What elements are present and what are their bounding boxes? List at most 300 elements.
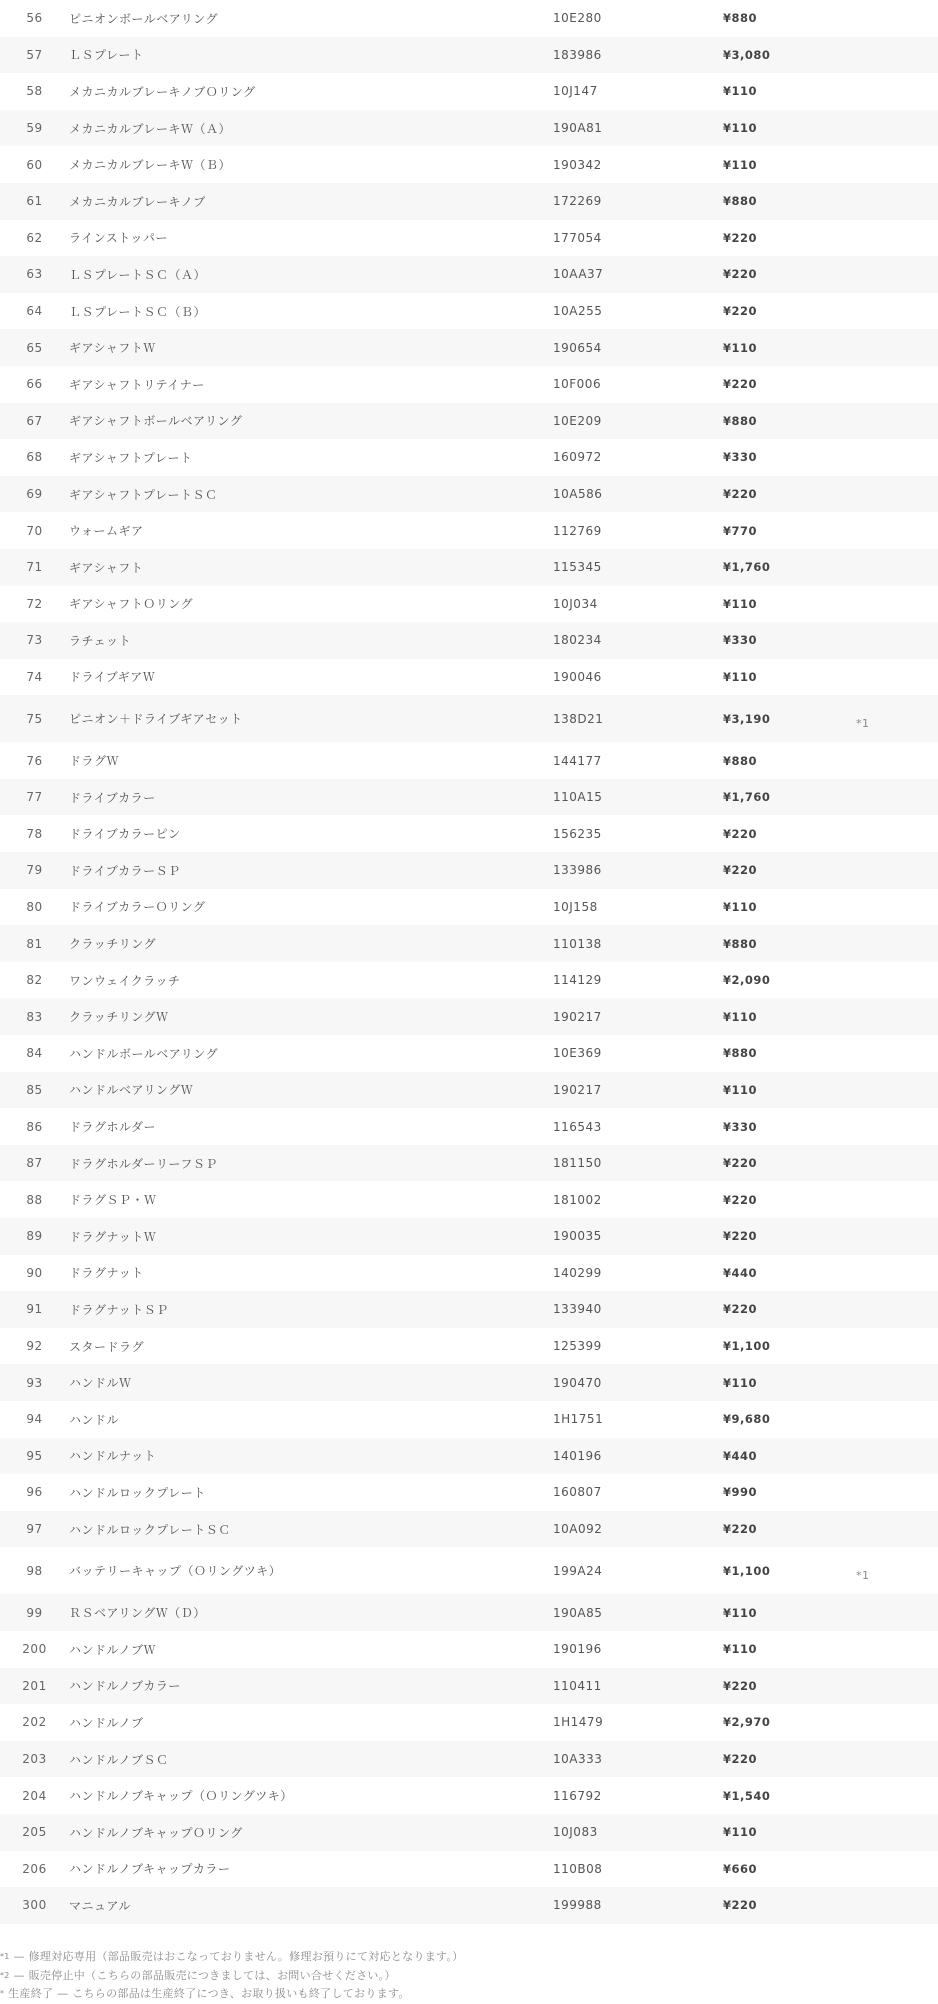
part-number: 81	[26, 936, 43, 951]
part-name: メカニカルブレーキノブ	[69, 194, 206, 209]
part-name-cell	[69, 549, 553, 586]
part-note-cell	[836, 1255, 938, 1292]
part-price: ¥110	[723, 1642, 758, 1657]
part-code-cell	[553, 1218, 723, 1255]
part-number-cell	[0, 742, 69, 779]
table-row	[0, 1218, 938, 1255]
part-name: ピニオン＋ドライブギアセット	[69, 712, 243, 727]
part-code-cell	[553, 110, 723, 147]
footnote-1	[0, 1948, 464, 1967]
part-code-cell	[553, 586, 723, 623]
part-number-cell	[0, 962, 69, 999]
part-note-cell	[836, 439, 938, 476]
part-code: 190046	[553, 669, 602, 684]
part-name-cell	[69, 1328, 553, 1365]
part-number-cell	[0, 1631, 69, 1668]
part-name: ハンドルロックプレート	[69, 1485, 206, 1500]
part-code-cell	[553, 1145, 723, 1182]
part-code: 10A255	[553, 304, 603, 319]
part-name-cell	[69, 1364, 553, 1401]
part-name: ギアシャフトリテイナー	[69, 377, 205, 392]
part-number: 90	[26, 1265, 43, 1280]
part-number-cell	[0, 1035, 69, 1072]
part-price-cell	[723, 220, 836, 257]
part-code-cell	[553, 1072, 723, 1109]
part-name-cell	[69, 146, 553, 183]
part-name-cell	[69, 1668, 553, 1705]
part-price-cell	[723, 37, 836, 74]
table-row	[0, 815, 938, 852]
part-name-cell	[69, 1814, 553, 1851]
part-number-cell	[0, 1108, 69, 1145]
part-code: 10F006	[553, 377, 602, 392]
part-number-cell	[0, 146, 69, 183]
part-number-cell	[0, 1072, 69, 1109]
part-price: ¥1,760	[723, 790, 771, 805]
part-price-cell	[723, 889, 836, 926]
part-name: ドラグＷ	[69, 754, 120, 769]
part-note-cell	[836, 220, 938, 257]
part-name: ギアシャフトＷ	[69, 341, 156, 356]
part-name-cell	[69, 1218, 553, 1255]
part-number: 74	[26, 669, 43, 684]
part-note-cell	[836, 476, 938, 513]
part-note-cell	[836, 1474, 938, 1511]
footnote-mark: *1	[0, 1952, 10, 1961]
part-number: 300	[22, 1898, 47, 1913]
part-price: ¥110	[723, 1082, 758, 1097]
part-name: クラッチリング	[69, 937, 157, 952]
part-number-cell	[0, 622, 69, 659]
part-name: ハンドルノブカラー	[69, 1679, 181, 1694]
part-number: 79	[26, 863, 43, 878]
part-name: ドラグナット	[69, 1266, 144, 1281]
part-code-cell	[553, 1035, 723, 1072]
part-number: 80	[26, 899, 43, 914]
part-price-cell	[723, 1364, 836, 1401]
part-price-cell	[723, 73, 836, 110]
part-name: メカニカルブレーキＷ（Ｂ）	[69, 158, 232, 173]
part-note-cell	[836, 622, 938, 659]
part-note-cell	[836, 329, 938, 366]
part-code: 140196	[553, 1448, 602, 1463]
part-price: ¥330	[723, 450, 758, 465]
part-number: 63	[26, 267, 43, 282]
footnotes	[0, 1948, 464, 2004]
part-code: 138D21	[553, 711, 604, 726]
part-price-cell	[723, 0, 836, 37]
part-price-cell	[723, 1291, 836, 1328]
part-number: 65	[26, 340, 43, 355]
part-name-cell	[69, 1741, 553, 1778]
part-name-cell	[69, 512, 553, 549]
table-row	[0, 925, 938, 962]
part-code: 190342	[553, 157, 602, 172]
part-name: ラチェット	[69, 633, 132, 648]
part-name-cell	[69, 476, 553, 513]
part-price: ¥330	[723, 1119, 758, 1134]
part-price: ¥3,080	[723, 47, 771, 62]
part-note-cell	[836, 659, 938, 696]
part-note-cell	[836, 1777, 938, 1814]
part-number-cell	[0, 1887, 69, 1924]
part-name: ハンドルノブＷ	[69, 1642, 157, 1657]
part-code: 10E280	[553, 11, 602, 26]
part-number: 69	[26, 487, 43, 502]
part-code-cell	[553, 403, 723, 440]
part-number: 58	[26, 84, 43, 99]
part-name-cell	[69, 1474, 553, 1511]
part-name-cell	[69, 0, 553, 37]
part-price-cell	[723, 1145, 836, 1182]
part-name: ドライブカラーピン	[69, 827, 181, 842]
part-code: 199A24	[553, 1563, 603, 1578]
part-price-cell	[723, 1108, 836, 1145]
part-code-cell	[553, 549, 723, 586]
table-row	[0, 1401, 938, 1438]
part-name: ワンウェイクラッチ	[69, 973, 181, 988]
part-name: メカニカルブレーキノブＯリング	[69, 84, 256, 99]
part-name-cell	[69, 742, 553, 779]
part-price-cell	[723, 476, 836, 513]
part-price: ¥110	[723, 340, 758, 355]
part-name: ピニオンボールベアリング	[69, 11, 219, 26]
part-code: 190196	[553, 1642, 602, 1657]
table-row	[0, 1631, 938, 1668]
part-code: 190654	[553, 340, 602, 355]
part-note-cell	[836, 1291, 938, 1328]
table-row	[0, 1777, 938, 1814]
part-number-cell	[0, 1438, 69, 1475]
part-code: 190A85	[553, 1605, 603, 1620]
part-code: 190217	[553, 1009, 602, 1024]
part-code: 183986	[553, 47, 602, 62]
footnote-text: — 販売停止中（こちらの部品販売につきましては、お問い合せください。）	[9, 1968, 396, 1982]
part-name-cell	[69, 1547, 553, 1594]
part-number-cell	[0, 512, 69, 549]
part-number: 59	[26, 121, 43, 136]
part-price: ¥220	[723, 1752, 758, 1767]
part-name: ハンドルナット	[69, 1449, 157, 1464]
part-code-cell	[553, 1704, 723, 1741]
part-price-cell	[723, 1704, 836, 1741]
part-note-cell	[836, 37, 938, 74]
table-row	[0, 742, 938, 779]
part-name-cell	[69, 1887, 553, 1924]
part-note-cell	[836, 779, 938, 816]
part-price: ¥220	[723, 826, 758, 841]
table-row	[0, 889, 938, 926]
part-number-cell	[0, 549, 69, 586]
part-number-cell	[0, 1328, 69, 1365]
part-code-cell	[553, 1511, 723, 1548]
part-code-cell	[553, 220, 723, 257]
part-name: ドライブカラーＯリング	[69, 900, 206, 915]
part-price-cell	[723, 962, 836, 999]
part-price-cell	[723, 1255, 836, 1292]
part-number-cell	[0, 1668, 69, 1705]
part-price: ¥3,190	[723, 711, 771, 726]
part-code-cell	[553, 1328, 723, 1365]
part-price-cell	[723, 1401, 836, 1438]
part-price: ¥110	[723, 84, 758, 99]
part-price-cell	[723, 439, 836, 476]
part-price: ¥110	[723, 669, 758, 684]
part-code: 1H1479	[553, 1715, 604, 1730]
part-number: 77	[26, 790, 43, 805]
part-code: 116792	[553, 1788, 602, 1803]
part-name: ドライブカラー	[69, 790, 156, 805]
part-note-cell	[836, 1438, 938, 1475]
part-note-cell	[836, 1631, 938, 1668]
table-row	[0, 1887, 938, 1924]
part-name-cell	[69, 256, 553, 293]
part-number: 57	[26, 47, 43, 62]
part-price-cell	[723, 925, 836, 962]
part-price-cell	[723, 779, 836, 816]
part-name-cell	[69, 1291, 553, 1328]
part-name-cell	[69, 1108, 553, 1145]
part-price: ¥440	[723, 1265, 758, 1280]
table-row	[0, 779, 938, 816]
part-note-cell	[836, 1887, 938, 1924]
part-number-cell	[0, 1777, 69, 1814]
part-price-cell	[723, 1072, 836, 1109]
table-row	[0, 622, 938, 659]
table-row	[0, 366, 938, 403]
part-code-cell	[553, 998, 723, 1035]
part-code-cell	[553, 1741, 723, 1778]
part-name-cell	[69, 1851, 553, 1888]
table-row	[0, 1035, 938, 1072]
part-name-cell	[69, 1401, 553, 1438]
part-note-cell	[836, 1035, 938, 1072]
part-note-cell	[836, 1145, 938, 1182]
part-note-cell	[836, 366, 938, 403]
part-name-cell	[69, 1631, 553, 1668]
part-note-cell	[836, 256, 938, 293]
part-price-cell	[723, 1777, 836, 1814]
table-row	[0, 998, 938, 1035]
part-number-cell	[0, 586, 69, 623]
part-code: 156235	[553, 826, 602, 841]
part-number-cell	[0, 1741, 69, 1778]
part-code-cell	[553, 742, 723, 779]
part-price-cell	[723, 622, 836, 659]
table-row	[0, 659, 938, 696]
table-row	[0, 1438, 938, 1475]
part-code: 144177	[553, 753, 602, 768]
part-price-cell	[723, 1814, 836, 1851]
part-number-cell	[0, 366, 69, 403]
part-number-cell	[0, 1255, 69, 1292]
part-number: 82	[26, 973, 43, 988]
part-number-cell	[0, 1547, 69, 1594]
part-price: ¥220	[723, 863, 758, 878]
part-code-cell	[553, 439, 723, 476]
part-code-cell	[553, 1547, 723, 1594]
part-code: 114129	[553, 973, 602, 988]
part-price-cell	[723, 1851, 836, 1888]
part-code-cell	[553, 815, 723, 852]
part-code: 133940	[553, 1302, 602, 1317]
part-number-cell	[0, 1181, 69, 1218]
part-code-cell	[553, 1255, 723, 1292]
part-note-cell	[836, 586, 938, 623]
part-number: 60	[26, 157, 43, 172]
part-name: ギアシャフトＯリング	[69, 597, 194, 612]
part-note-cell	[836, 512, 938, 549]
part-price-cell	[723, 1887, 836, 1924]
part-code: 110B08	[553, 1861, 603, 1876]
part-price: ¥110	[723, 121, 758, 136]
part-number: 201	[22, 1678, 47, 1693]
part-number-cell	[0, 403, 69, 440]
part-code-cell	[553, 1364, 723, 1401]
part-name: ドラグホルダーリーフＳＰ	[69, 1156, 218, 1171]
part-price-cell	[723, 1547, 836, 1594]
part-name-cell	[69, 1594, 553, 1631]
part-number: 92	[26, 1339, 43, 1354]
table-row	[0, 293, 938, 330]
part-number-cell	[0, 1594, 69, 1631]
table-row	[0, 110, 938, 147]
part-name-cell	[69, 220, 553, 257]
part-name: ハンドルベアリングＷ	[69, 1083, 194, 1098]
part-name: ＬＳプレート	[69, 48, 144, 63]
part-price: ¥220	[723, 1229, 758, 1244]
part-price: ¥2,090	[723, 973, 771, 988]
part-price: ¥880	[723, 1046, 758, 1061]
part-code: 181150	[553, 1156, 602, 1171]
part-name: バッテリーキャップ（Ｏリングツキ）	[69, 1564, 282, 1579]
part-code-cell	[553, 1291, 723, 1328]
part-name: ハンドルノブ	[69, 1715, 144, 1730]
part-name: ギアシャフトプレート	[69, 450, 193, 465]
part-number: 200	[22, 1642, 47, 1657]
part-name-cell	[69, 622, 553, 659]
part-price-cell	[723, 366, 836, 403]
part-number: 203	[22, 1752, 47, 1767]
part-number: 94	[26, 1412, 43, 1427]
part-price-cell	[723, 403, 836, 440]
part-name-cell	[69, 366, 553, 403]
part-price: ¥880	[723, 936, 758, 951]
part-name: ハンドルノブキャップカラー	[69, 1862, 231, 1877]
part-note-cell	[836, 815, 938, 852]
part-number-cell	[0, 889, 69, 926]
table-row	[0, 1668, 938, 1705]
table-row	[0, 962, 938, 999]
part-number: 68	[26, 450, 43, 465]
part-name-cell	[69, 962, 553, 999]
footnote-text: — 修理対応専用（部品販売はおこなっておりません。修理お預りにて対応となります。）	[9, 1950, 464, 1963]
part-code-cell	[553, 1108, 723, 1145]
part-price-cell	[723, 998, 836, 1035]
part-number: 56	[26, 11, 43, 26]
part-note-cell	[836, 925, 938, 962]
part-price: ¥330	[723, 633, 758, 648]
part-number-cell	[0, 695, 69, 742]
part-name-cell	[69, 110, 553, 147]
part-price-cell	[723, 329, 836, 366]
part-name: ドラグナットＷ	[69, 1229, 157, 1244]
part-number-cell	[0, 998, 69, 1035]
part-number: 96	[26, 1485, 43, 1500]
part-name-cell	[69, 1704, 553, 1741]
table-row	[0, 73, 938, 110]
part-price-cell	[723, 1474, 836, 1511]
part-price: ¥990	[723, 1485, 758, 1500]
part-code-cell	[553, 146, 723, 183]
part-price-cell	[723, 256, 836, 293]
part-note-cell	[836, 146, 938, 183]
part-number: 91	[26, 1302, 43, 1317]
part-number: 66	[26, 377, 43, 392]
part-name-cell	[69, 815, 553, 852]
table-row	[0, 1474, 938, 1511]
part-name-cell	[69, 889, 553, 926]
part-price: ¥110	[723, 1375, 758, 1390]
part-note-cell	[836, 183, 938, 220]
part-number-cell	[0, 815, 69, 852]
part-code: 110A15	[553, 790, 603, 805]
part-number: 78	[26, 826, 43, 841]
part-number: 205	[22, 1825, 47, 1840]
part-code-cell	[553, 1594, 723, 1631]
part-number-cell	[0, 659, 69, 696]
part-note-cell	[836, 889, 938, 926]
table-row	[0, 512, 938, 549]
part-code-cell	[553, 852, 723, 889]
table-row	[0, 476, 938, 513]
part-code: 10A333	[553, 1752, 603, 1767]
part-number-cell	[0, 852, 69, 889]
part-price-cell	[723, 512, 836, 549]
part-name-cell	[69, 1255, 553, 1292]
part-code-cell	[553, 366, 723, 403]
part-price: ¥220	[723, 304, 758, 319]
part-name: スタードラグ	[69, 1339, 145, 1354]
part-note-cell	[836, 403, 938, 440]
part-number: 202	[22, 1715, 47, 1730]
part-price: ¥880	[723, 194, 758, 209]
part-number-cell	[0, 1401, 69, 1438]
part-price-cell	[723, 549, 836, 586]
part-note-cell	[836, 1594, 938, 1631]
part-note-cell	[836, 1547, 938, 1594]
footnote-mark: *	[0, 1989, 5, 1998]
part-number: 76	[26, 753, 43, 768]
part-number-cell	[0, 1814, 69, 1851]
part-name-cell	[69, 695, 553, 742]
part-code-cell	[553, 293, 723, 330]
part-price-cell	[723, 742, 836, 779]
part-price: ¥2,970	[723, 1715, 771, 1730]
part-price: ¥1,760	[723, 560, 771, 575]
part-code: 10J034	[553, 596, 598, 611]
part-note-cell	[836, 549, 938, 586]
table-row	[0, 37, 938, 74]
part-number-cell	[0, 1474, 69, 1511]
part-number: 93	[26, 1375, 43, 1390]
table-row	[0, 549, 938, 586]
part-code: 190470	[553, 1375, 602, 1390]
part-number-cell	[0, 110, 69, 147]
part-code-cell	[553, 0, 723, 37]
part-note-cell	[836, 73, 938, 110]
table-row	[0, 1851, 938, 1888]
